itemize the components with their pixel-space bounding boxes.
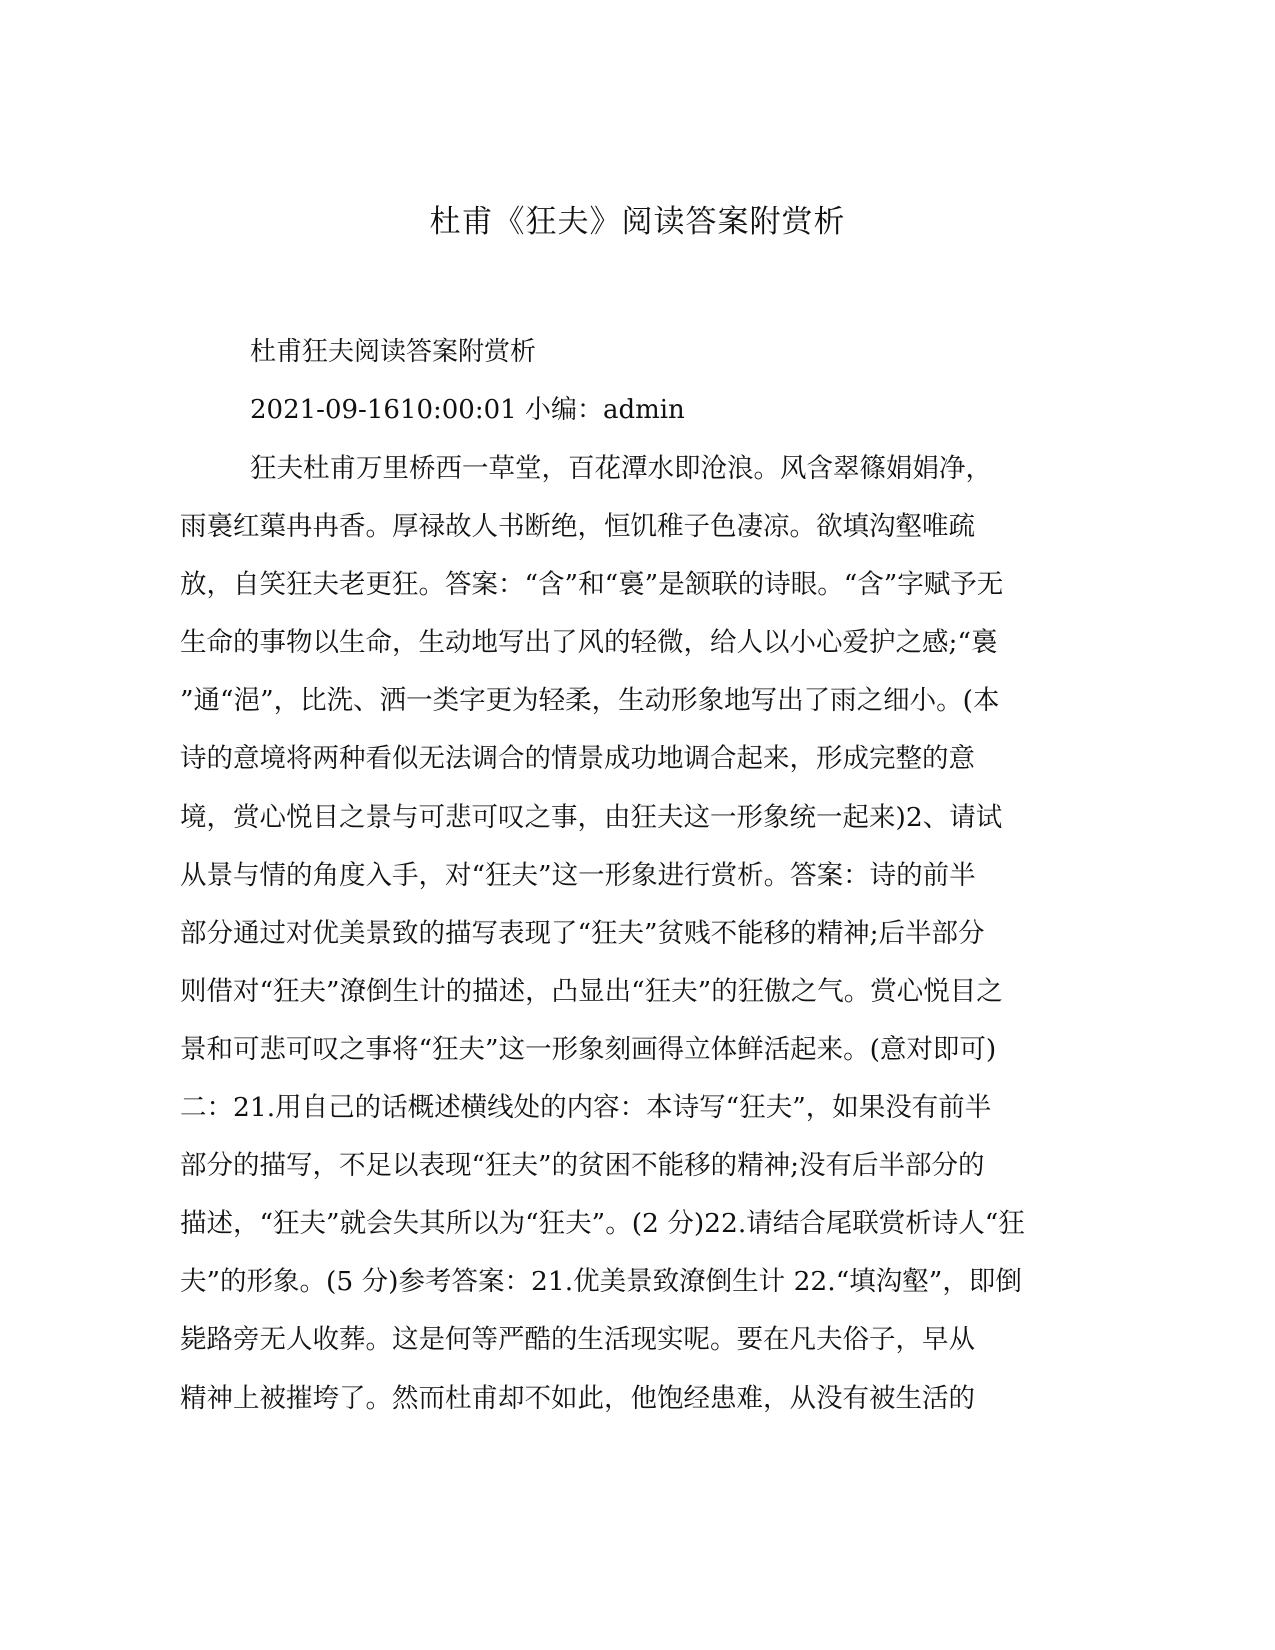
publish-meta: 2021-09-1610:00:01 小编：admin — [250, 395, 685, 425]
document-subtitle: 杜甫狂夫阅读答案附赏析 — [250, 337, 537, 367]
body-line: 放，自笑狂夫老更狂。答案：“含”和“裛”是颔联的诗眼。“含”字赋予无 — [180, 569, 1004, 601]
body-line: 境，赏心悦目之景与可悲可叹之事，由狂夫这一形象统一起来)2、请试 — [180, 801, 1003, 833]
body-line: 从景与情的角度入手，对“狂夫”这一形象进行赏析。答案：诗的前半 — [180, 859, 976, 891]
body-line: 部分通过对优美景致的描写表现了“狂夫”贫贱不能移的精神;后半部分 — [180, 917, 985, 949]
body-line: 描述，“狂夫”就会失其所以为“狂夫”。(2 分)22.请结合尾联赏析诗人“狂 — [180, 1208, 1025, 1240]
body-line: 生命的事物以生命，生动地写出了风的轻微，给人以小心爱护之感;“裛 — [180, 627, 998, 659]
document-title: 杜甫《狂夫》阅读答案附赏析 — [429, 204, 846, 240]
body-line: 则借对“狂夫”潦倒生计的描述，凸显出“狂夫”的狂傲之气。赏心悦目之 — [180, 975, 1003, 1007]
body-line: 毙路旁无人收葬。这是何等严酷的生活现实呢。要在凡夫俗子，早从 — [180, 1324, 975, 1356]
body-line: ”通“浥”，比洗、洒一类字更为轻柔，生动形象地写出了雨之细小。(本 — [180, 685, 1000, 717]
body-line: 二：21.用自己的话概述横线处的内容：本诗写“狂夫”，如果没有前半 — [180, 1092, 992, 1124]
body-line: 部分的描写，不足以表现“狂夫”的贫困不能移的精神;没有后半部分的 — [180, 1150, 985, 1182]
body-line: 精神上被摧垮了。然而杜甫却不如此，他饱经患难，从没有被生活的 — [180, 1382, 975, 1414]
body-line: 诗的意境将两种看似无法调合的情景成功地调合起来，形成完整的意 — [180, 743, 975, 775]
article-body — [180, 440, 1040, 1428]
body-line: 景和可悲可叹之事将“狂夫”这一形象刻画得立体鲜活起来。(意对即可) — [180, 1033, 997, 1065]
body-line: 夫”的形象。(5 分)参考答案：21.优美景致潦倒生计 22.“填沟壑”，即倒 — [180, 1266, 1022, 1298]
body-line: 雨裛红蕖冉冉香。厚禄故人书断绝，恒饥稚子色凄凉。欲填沟壑唯疏 — [180, 511, 975, 543]
body-line: 狂夫杜甫万里桥西一草堂，百花潭水即沧浪。风含翠篠娟娟净， — [250, 453, 992, 484]
